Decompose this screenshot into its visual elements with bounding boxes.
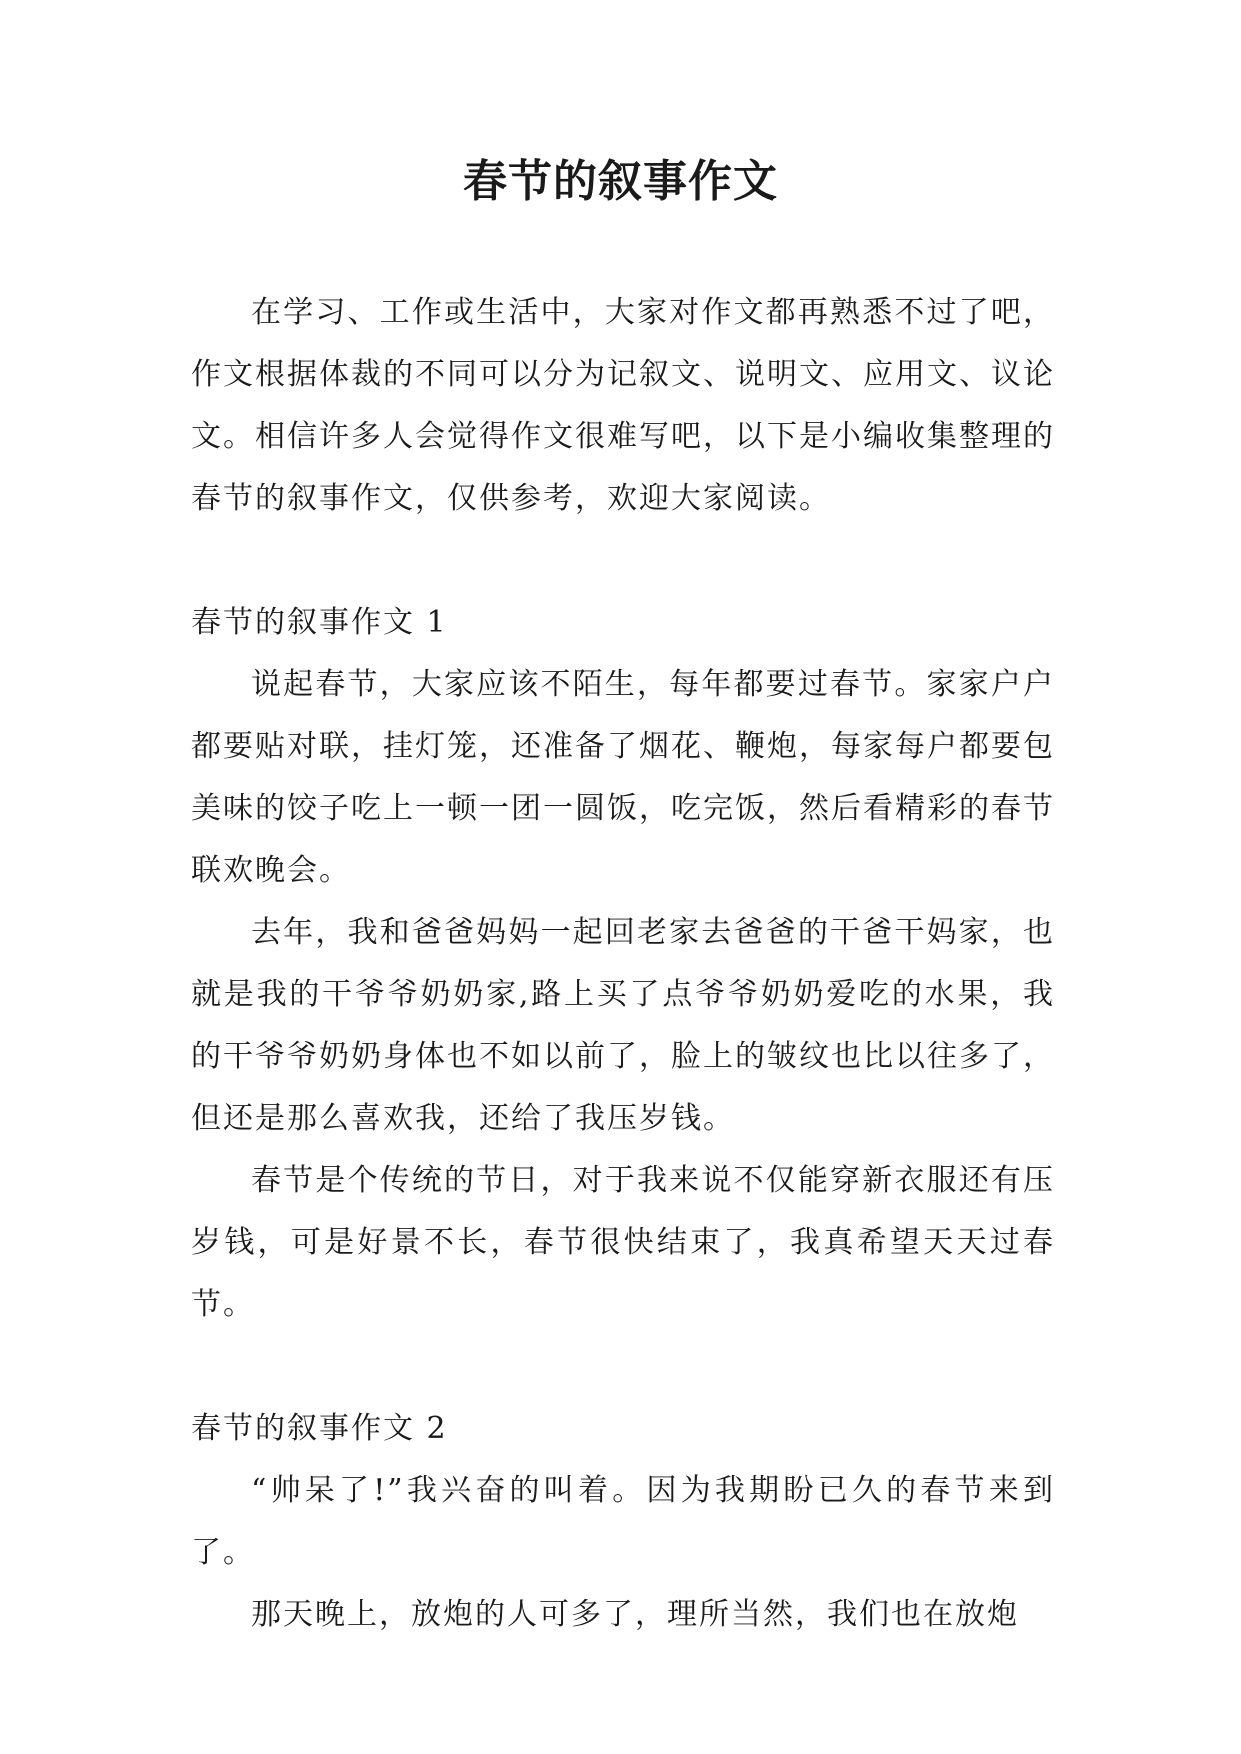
section-spacer — [191, 1336, 1055, 1398]
section-heading-1: 春节的叙事作文 1 — [191, 605, 448, 640]
section-heading-2: 春节的叙事作文 2 — [191, 1411, 448, 1446]
intro-paragraph: 在学习、工作或生活中，大家对作文都再熟悉不过了吧，作文根据体裁的不同可以分为记叙文、说明文、应用文、议论文。相信许多人会觉得作文很难写吧，以下是小编收集整理的春节的叙事作文，仅供参考，欢迎大家阅读。 — [191, 295, 1055, 516]
section-1-paragraph-3: 春节是个传统的节日，对于我来说不仅能穿新衣服还有压岁钱，可是好景不长，春节很快结束了，我真希望天天过春节。 — [191, 1163, 1055, 1322]
document-title: 春节的叙事作文 — [463, 156, 778, 207]
section-1-paragraph-2: 去年，我和爸爸妈妈一起回老家去爸爸的干爸干妈家，也就是我的干爷爷奶奶家,路上买了点爷爷奶奶爱吃的水果，我的干爷爷奶奶身体也不如以前了，脸上的皱纹也比以往多了，但还是那么喜欢我，还给了我压岁钱。 — [191, 915, 1055, 1136]
section-2-paragraph-1: “帅呆了!”我兴奋的叫着。因为我期盼已久的春节来到了。 — [191, 1473, 1055, 1570]
document-body — [191, 282, 1055, 1646]
section-2-paragraph-2: 那天晚上，放炮的人可多了，理所当然，我们也在放炮 — [251, 1597, 1019, 1632]
section-1-paragraph-1: 说起春节，大家应该不陌生，每年都要过春节。家家户户都要贴对联，挂灯笼，还准备了烟花、鞭炮，每家每户都要包美味的饺子吃上一顿一团一圆饭，吃完饭，然后看精彩的春节联欢晚会。 — [191, 667, 1055, 888]
section-spacer — [191, 530, 1055, 592]
